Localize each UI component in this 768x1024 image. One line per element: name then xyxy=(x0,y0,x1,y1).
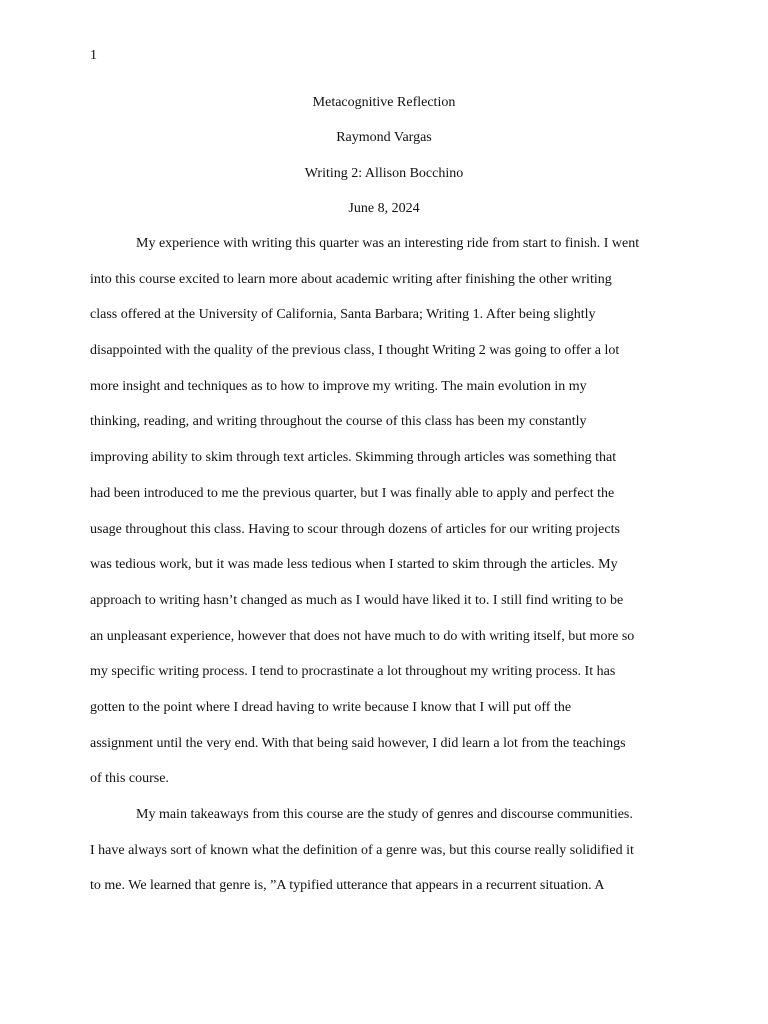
text-line: My experience with writing this quarter was an interesting ride from start to finish. I went xyxy=(136,236,640,251)
date-line: June 8, 2024 xyxy=(348,201,420,216)
text-line: thinking, reading, and writing throughout the course of this class has been my constantly xyxy=(90,414,587,430)
text-line: an unpleasant experience, however that does not have much to do with writing itself, but more so xyxy=(90,628,635,644)
text-line: assignment until the very end. With that being said however, I did learn a lot from the teachings xyxy=(90,735,626,751)
author-name: Raymond Vargas xyxy=(336,130,432,145)
text-line: My main takeaways from this course are the study of genres and discourse communities. xyxy=(136,807,633,822)
text-line: usage throughout this class. Having to scour through dozens of articles for our writing projects xyxy=(90,521,620,537)
text-line: gotten to the point where I dread having to write because I know that I will put off the xyxy=(90,699,572,715)
text-line: disappointed with the quality of the previous class, I thought Writing 2 was going to offer a lot xyxy=(90,343,620,359)
text-line: I have always sort of known what the definition of a genre was, but this course really solidified it xyxy=(90,842,634,858)
text-line: of this course. xyxy=(90,771,169,787)
course-line: Writing 2: Allison Bocchino xyxy=(304,166,464,181)
text-line: class offered at the University of California, Santa Barbara; Writing 1. After being slightly xyxy=(90,307,596,323)
body-text xyxy=(90,235,662,913)
document-title: Metacognitive Reflection xyxy=(312,95,456,110)
page-number: 1 xyxy=(90,48,97,63)
text-line: improving ability to skim through text articles. Skimming through articles was something that xyxy=(90,450,617,466)
text-line: was tedious work, but it was made less tedious when I started to skim through the articles. My xyxy=(90,557,618,573)
paragraph xyxy=(90,235,662,806)
text-line: approach to writing hasn’t changed as much as I would have liked it to. I still find writing to be xyxy=(90,592,624,608)
text-line: into this course excited to learn more about academic writing after finishing the other writing xyxy=(90,271,612,287)
text-line: more insight and techniques as to how to improve my writing. The main evolution in my xyxy=(90,378,587,394)
text-line: had been introduced to me the previous quarter, but I was finally able to apply and perfect the xyxy=(90,485,615,501)
paragraph xyxy=(90,806,662,913)
text-line: my specific writing process. I tend to procrastinate a lot throughout my writing process. It has xyxy=(90,664,616,680)
text-line: to me. We learned that genre is, ”A typified utterance that appears in a recurrent situation. A xyxy=(90,878,605,894)
